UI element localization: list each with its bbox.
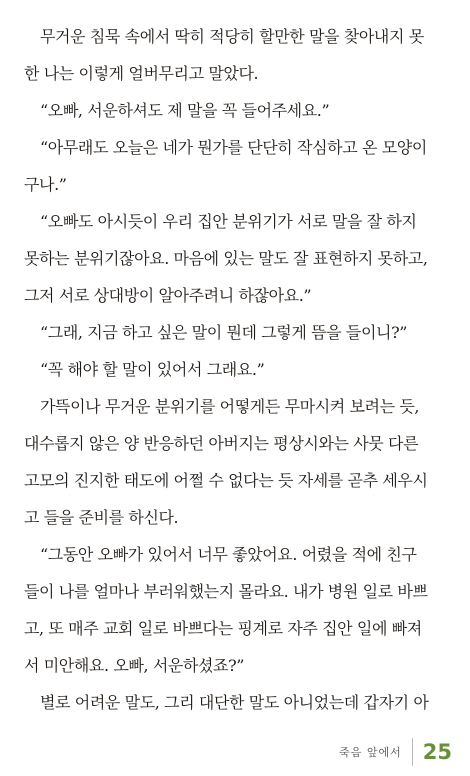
footer-divider — [412, 738, 413, 766]
text-line: 고 들을 준비를 하신다. — [24, 508, 179, 527]
text-line: 가뜩이나 무거운 분위기를 어떻게든 무마시켜 보려는 듯, — [40, 397, 420, 416]
page-footer — [339, 738, 452, 766]
text-line: 무거운 침묵 속에서 딱히 적당히 할만한 말을 찾아내지 못 — [40, 27, 424, 46]
text-line: 못하는 분위기잖아요. 마음에 있는 말도 잘 표현하지 못하고, — [24, 249, 428, 268]
text-line: “오빠도 아시듯이 우리 집안 분위기가 서로 말을 잘 하지 — [40, 212, 417, 231]
text-line: “아무래도 오늘은 네가 뭔가를 단단히 작심하고 온 모양이 — [40, 138, 427, 157]
text-line: 별로 어려운 말도, 그리 대단한 말도 아니었는데 갑자기 아 — [40, 693, 429, 712]
body-text — [24, 18, 454, 721]
text-line: 한 나는 이렇게 얼버무리고 말았다. — [24, 64, 259, 83]
text-line: 그저 서로 상대방이 알아주려니 하잖아요.” — [24, 286, 312, 305]
text-line: 서 미안해요. 오빠, 서운하셨죠?” — [24, 656, 245, 675]
text-line: 고모의 진지한 태도에 어쩔 수 없다는 듯 자세를 곧추 세우시 — [24, 471, 428, 490]
text-line: “그동안 오빠가 있어서 너무 좋았어요. 어렸을 적에 친구 — [40, 545, 417, 564]
text-line: “오빠, 서운하셔도 제 말을 꼭 들어주세요.” — [40, 101, 330, 120]
text-line: 구나.” — [24, 175, 67, 194]
running-title: 죽음 앞에서 — [339, 746, 402, 759]
page-number: 25 — [422, 740, 452, 764]
text-line: “그래, 지금 하고 싶은 말이 뭔데 그렇게 뜸을 들이니?” — [40, 323, 408, 342]
text-line: 들이 나를 얼마나 부러워했는지 몰라요. 내가 병원 일로 바쁘 — [24, 582, 428, 601]
text-line: “꼭 해야 할 말이 있어서 그래요.” — [40, 360, 265, 379]
text-line: 대수롭지 않은 양 반응하던 아버지는 평상시와는 사뭇 다른 — [24, 434, 419, 453]
text-line: 고, 또 매주 교회 일로 바쁘다는 핑계로 자주 집안 일에 빠져 — [24, 619, 422, 638]
